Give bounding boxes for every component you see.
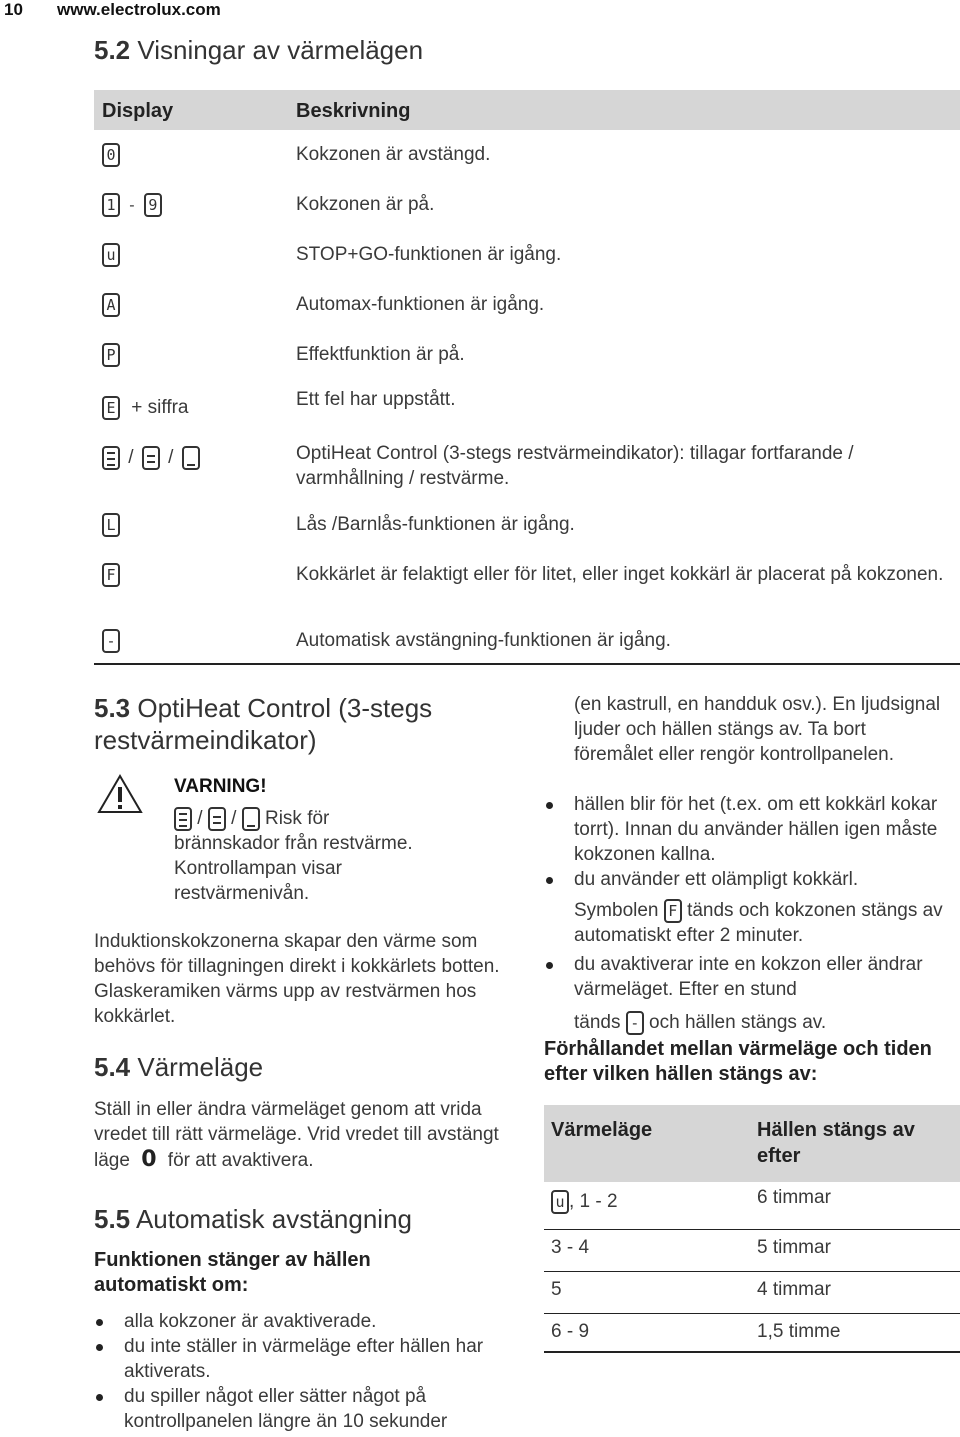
list-item: du spiller något eller sätter något på kontrollpanelen längre än 10 sekunder xyxy=(94,1384,514,1434)
warning-text: / / Risk för brännskador från restvärme. Kontrollampan visar restvärmenivån. xyxy=(174,808,413,904)
auto-off-table: Värmeläge Hällen stängs av efter u , 1 - 2 6 timmar 3 - 4 5 timmar 5 4 timmar 6 - 9 1,5 timme xyxy=(544,1105,960,1182)
section-5-5-subhead: Funktionen stänger av hällen automatiskt om: xyxy=(94,1249,371,1296)
display-f-icon: F xyxy=(102,563,120,587)
display-p-icon: P xyxy=(102,343,120,367)
residual-heat-high-icon xyxy=(174,807,192,831)
display-table-header xyxy=(94,90,960,130)
display-9-icon: 9 xyxy=(144,193,162,217)
tands-text: tänds - och hällen stängs av. xyxy=(574,1012,827,1033)
display-u-icon: u xyxy=(551,1190,569,1214)
section-5-4-body: Ställ in eller ändra värmeläget genom att vrida vredet till rätt värmeläge. Vrid vredet till avstängt läge 0 för att avaktivera. xyxy=(94,1099,499,1172)
off-position-zero-icon: 0 xyxy=(141,1147,157,1172)
section-5-3-body: Induktionskokzonerna skapar den värme som behövs för tillagningen direkt i kokkärlets botten. Glaskeramiken värms upp av restvärmen hos kokkärlet. xyxy=(94,931,500,1027)
display-1-icon: 1 xyxy=(102,193,120,217)
auto-off-conditions-list-cont2 xyxy=(544,952,949,1002)
display-e-icon: E xyxy=(102,396,120,420)
residual-heat-high-icon xyxy=(102,446,120,470)
display-a-icon: A xyxy=(102,293,120,317)
display-l-icon: L xyxy=(102,513,120,537)
list-item: du använder ett olämpligt kokkärl. xyxy=(544,867,949,892)
list-item: hällen blir för het (t.ex. om ett kokkärl kokar torrt). Innan du använder hällen igen måste kokzonen kallna. xyxy=(544,792,949,867)
residual-heat-mid-icon xyxy=(142,446,160,470)
auto-off-conditions-list xyxy=(94,1309,514,1434)
list-item: alla kokzoner är avaktiverade. xyxy=(94,1309,514,1334)
page-number: 10 xyxy=(4,0,23,19)
residual-heat-low-icon xyxy=(182,446,200,470)
website-url: www.electrolux.com xyxy=(57,0,221,19)
section-5-2-title: 5.2 Visningar av värmelägen xyxy=(94,35,424,65)
display-table: Display Beskrivning 0 Kokzonen är avstängd. 1 - 9 Kokzonen är på. u STOP+GO-funktionen är igång. A Automax-funktionen är igång. P Effektfunktion är på. E + siffra Ett fel har uppstått. / / OptiHeat Control (3-stegs restvärmeindikator): tillagar fortfarande / varmhållning / restvärme. L Lås /Barnlås-funktionen är igång. F Kokkärlet är felaktigt eller för litet, eller inget kokkärl är placerat på kokzonen. - Automatisk avstängning-funktionen är igång. xyxy=(94,90,960,130)
section-5-3-title: 5.3 OptiHeat Control (3-stegs restvärmeindikator) xyxy=(94,693,433,755)
display-0-icon: 0 xyxy=(102,143,120,167)
table-bottom-rule xyxy=(94,663,960,665)
relation-heading: Förhållandet mellan värmeläge och tiden efter vilken hällen stängs av: xyxy=(544,1038,932,1085)
warning-triangle-icon xyxy=(97,774,143,814)
display-f-icon: F xyxy=(664,899,682,923)
warning-title: VARNING! xyxy=(174,776,267,797)
display-dash-icon: - xyxy=(102,629,120,653)
symbol-f-text: Symbolen F tänds och kokzonen stängs av automatiskt efter 2 minuter. xyxy=(574,900,943,946)
list-item: du avaktiverar inte en kokzon eller ändrar värmeläget. Efter en stund xyxy=(544,952,949,1002)
display-dash-icon: - xyxy=(626,1011,644,1035)
auto-off-table-header xyxy=(544,1105,960,1182)
section-5-4-title: 5.4 Värmeläge xyxy=(94,1052,264,1082)
col-off-after-header: Hällen stängs av efter xyxy=(757,1119,915,1167)
auto-off-conditions-list-cont xyxy=(544,792,949,892)
list-item: du inte ställer in värmeläge efter hällen har aktiverats. xyxy=(94,1334,514,1384)
residual-heat-low-icon xyxy=(242,807,260,831)
col-description-header: Beskrivning xyxy=(296,100,411,122)
col-heat-level-header: Värmeläge xyxy=(551,1119,653,1141)
col-display-header: Display xyxy=(102,100,174,122)
residual-heat-mid-icon xyxy=(208,807,226,831)
continued-text: (en kastrull, en handduk osv.). En ljudsignal ljuder och hällen stängs av. Ta bort föremålet eller rengör kontrollpanelen. xyxy=(574,694,941,765)
display-u-icon: u xyxy=(102,243,120,267)
section-5-5-title: 5.5 Automatisk avstängning xyxy=(94,1204,412,1234)
